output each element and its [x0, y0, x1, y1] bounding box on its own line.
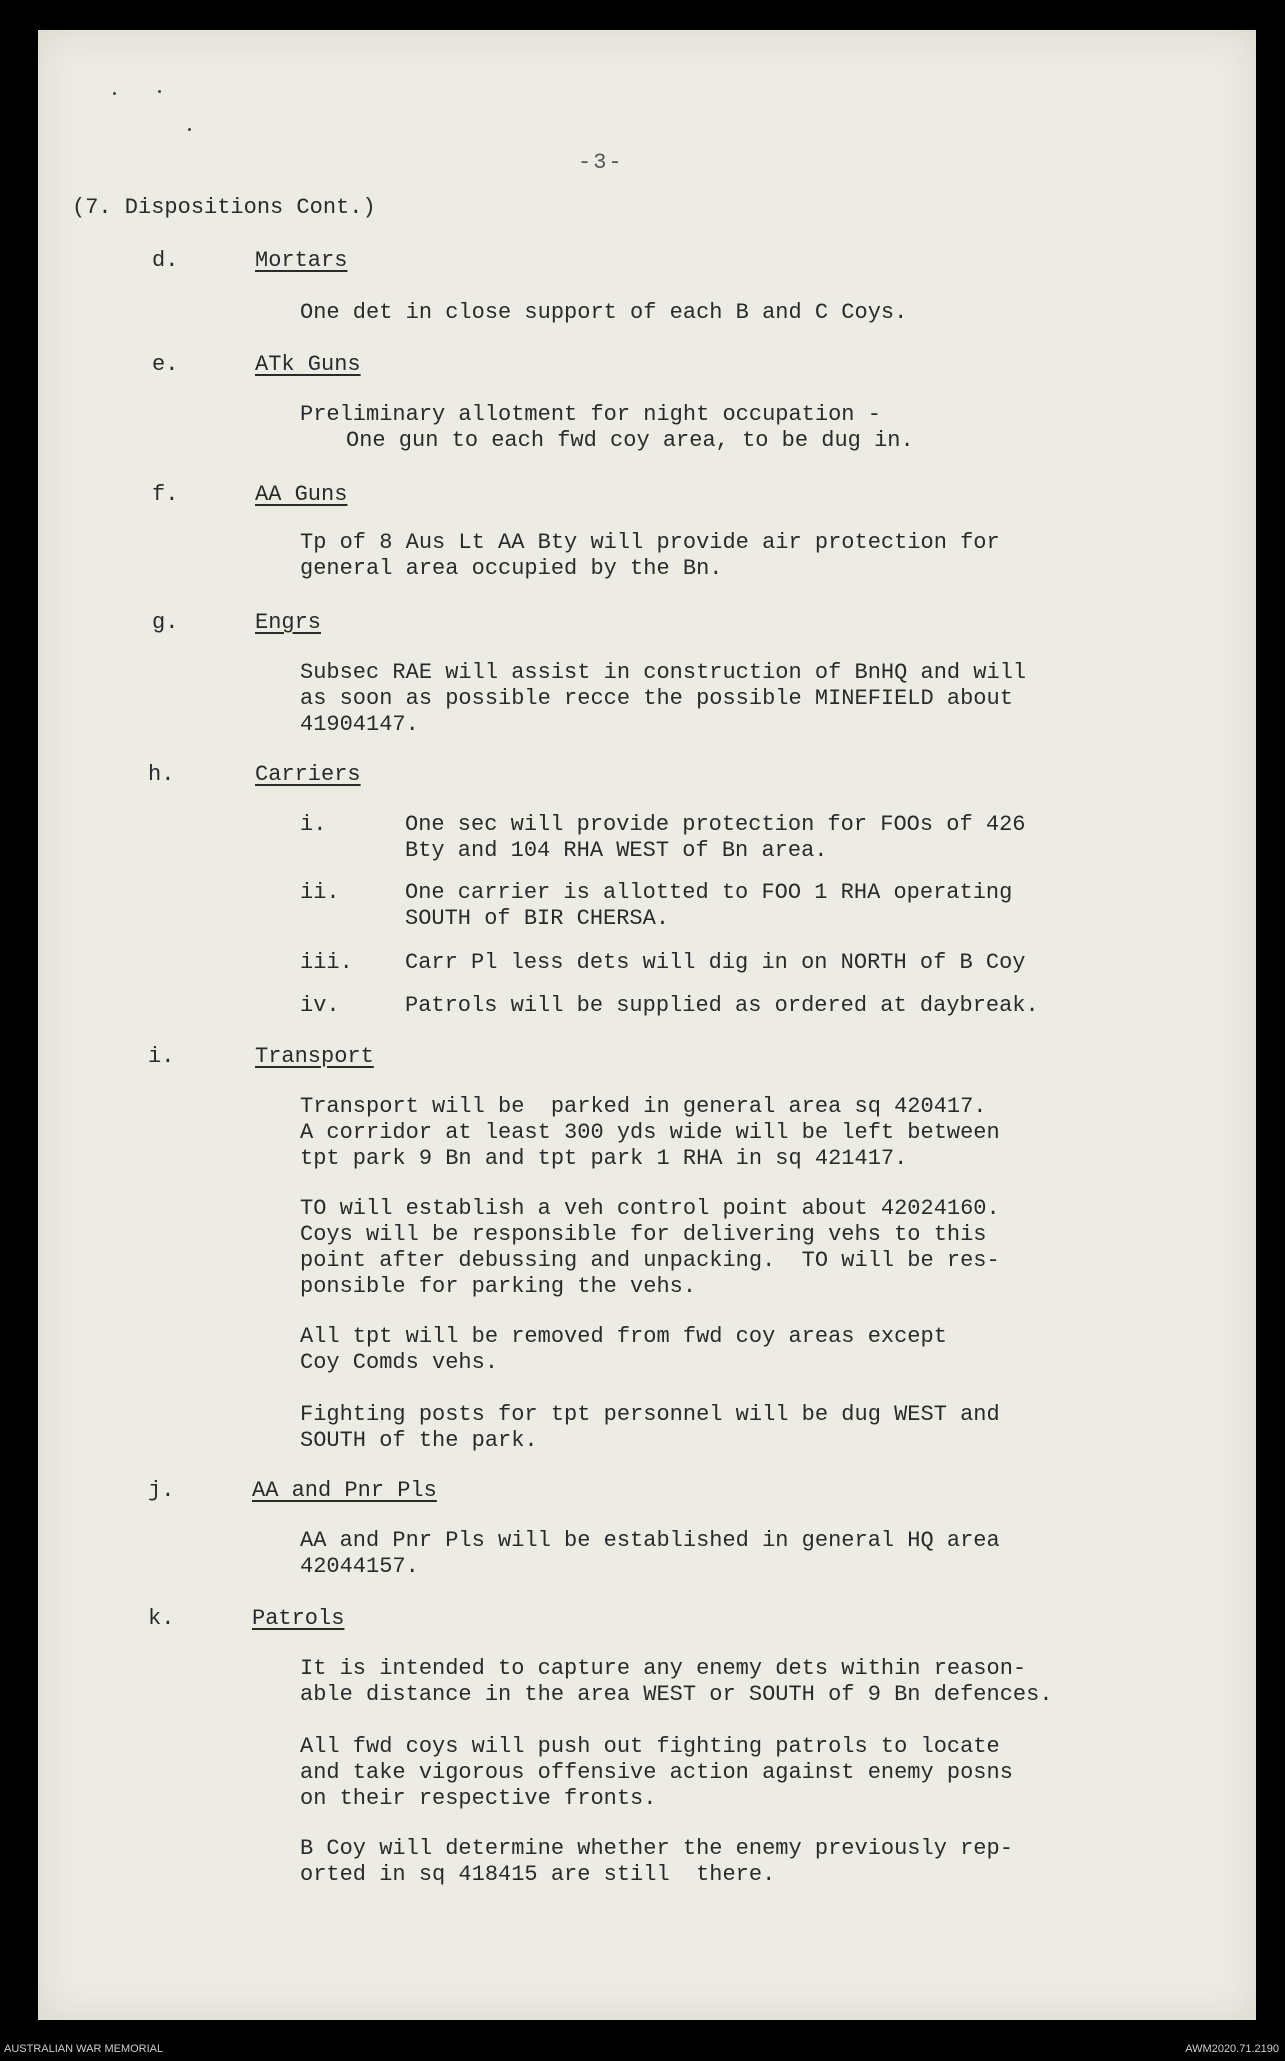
- section-e-letter: e.: [152, 352, 179, 377]
- section-d-letter: d.: [152, 248, 179, 273]
- section-i-heading: Transport: [255, 1044, 374, 1069]
- carrier-item-number: i.: [300, 812, 327, 837]
- carrier-item-line: One carrier is allotted to FOO 1 RHA operating: [405, 880, 1013, 905]
- section-f-line1: Tp of 8 Aus Lt AA Bty will provide air protection for: [300, 530, 1000, 555]
- patrols-line: and take vigorous offensive action against enemy posns: [300, 1760, 1013, 1785]
- transport-line: A corridor at least 300 yds wide will be left between: [300, 1120, 1000, 1145]
- carrier-item-number: ii.: [300, 880, 340, 905]
- document-page: [38, 30, 1256, 2020]
- transport-line: Fighting posts for tpt personnel will be dug WEST and: [300, 1402, 1000, 1427]
- section-e-heading: ATk Guns: [255, 352, 361, 377]
- section-e-line1: Preliminary allotment for night occupation -: [300, 402, 881, 427]
- carrier-item-line: Carr Pl less dets will dig in on NORTH of B Coy: [405, 950, 1026, 975]
- section-j-line2: 42044157.: [300, 1554, 419, 1579]
- section-k-letter: k.: [148, 1606, 175, 1631]
- carrier-item-number: iv.: [300, 993, 340, 1018]
- transport-line: All tpt will be removed from fwd coy areas except: [300, 1324, 947, 1349]
- section-i-letter: i.: [148, 1044, 175, 1069]
- section-d-body: One det in close support of each B and C Coys.: [300, 300, 908, 325]
- transport-line: Coys will be responsible for delivering vehs to this: [300, 1222, 987, 1247]
- transport-line: TO will establish a veh control point about 42024160.: [300, 1196, 1000, 1221]
- section-k-heading: Patrols: [252, 1606, 345, 1631]
- carrier-item-line: SOUTH of BIR CHERSA.: [405, 906, 670, 931]
- transport-line: Transport will be parked in general area sq 420417.: [300, 1094, 987, 1119]
- transport-line: ponsible for parking the vehs.: [300, 1274, 697, 1299]
- section-g-heading: Engrs: [255, 610, 322, 635]
- patrols-line: on their respective fronts.: [300, 1786, 657, 1811]
- ink-speck: [158, 90, 161, 93]
- carrier-item-line: Patrols will be supplied as ordered at daybreak.: [405, 993, 1039, 1018]
- ink-speck: [113, 92, 116, 95]
- section-title: (7. Dispositions Cont.): [72, 195, 376, 220]
- footer-credit: AUSTRALIAN WAR MEMORIAL: [4, 2043, 164, 2055]
- transport-line: tpt park 9 Bn and tpt park 1 RHA in sq 421417.: [300, 1146, 908, 1171]
- patrols-line: All fwd coys will push out fighting patrols to locate: [300, 1734, 1000, 1759]
- patrols-line: orted in sq 418415 are still there.: [300, 1862, 776, 1887]
- ink-speck: [188, 128, 191, 131]
- carrier-item-line: One sec will provide protection for FOOs of 426: [405, 812, 1026, 837]
- section-g-line3: 41904147.: [300, 712, 419, 737]
- page-number: -3-: [578, 150, 624, 175]
- section-f-heading: AA Guns: [255, 482, 348, 507]
- section-f-letter: f.: [152, 482, 179, 507]
- patrols-line: It is intended to capture any enemy dets within reason-: [300, 1656, 1027, 1681]
- section-h-letter: h.: [148, 762, 175, 787]
- section-g-line1: Subsec RAE will assist in construction of BnHQ and will: [300, 660, 1027, 685]
- patrols-line: able distance in the area WEST or SOUTH of 9 Bn defences.: [300, 1682, 1053, 1707]
- section-g-line2: as soon as possible recce the possible MINEFIELD about: [300, 686, 1013, 711]
- section-h-heading: Carriers: [255, 762, 361, 787]
- section-j-letter: j.: [148, 1478, 175, 1503]
- carrier-item-number: iii.: [300, 950, 353, 975]
- transport-line: SOUTH of the park.: [300, 1428, 538, 1453]
- section-e-line2: One gun to each fwd coy area, to be dug in.: [346, 428, 914, 453]
- section-g-letter: g.: [152, 610, 179, 635]
- transport-line: point after debussing and unpacking. TO will be res-: [300, 1248, 1000, 1273]
- patrols-line: B Coy will determine whether the enemy previously rep-: [300, 1836, 1013, 1861]
- transport-line: Coy Comds vehs.: [300, 1350, 499, 1375]
- section-d-heading: Mortars: [255, 248, 348, 273]
- section-j-heading: AA and Pnr Pls: [252, 1478, 437, 1503]
- footer-accession-number: AWM2020.71.2190: [1185, 2043, 1279, 2055]
- carrier-item-line: Bty and 104 RHA WEST of Bn area.: [405, 838, 828, 863]
- section-f-line2: general area occupied by the Bn.: [300, 556, 723, 581]
- section-j-line1: AA and Pnr Pls will be established in general HQ area: [300, 1528, 1000, 1553]
